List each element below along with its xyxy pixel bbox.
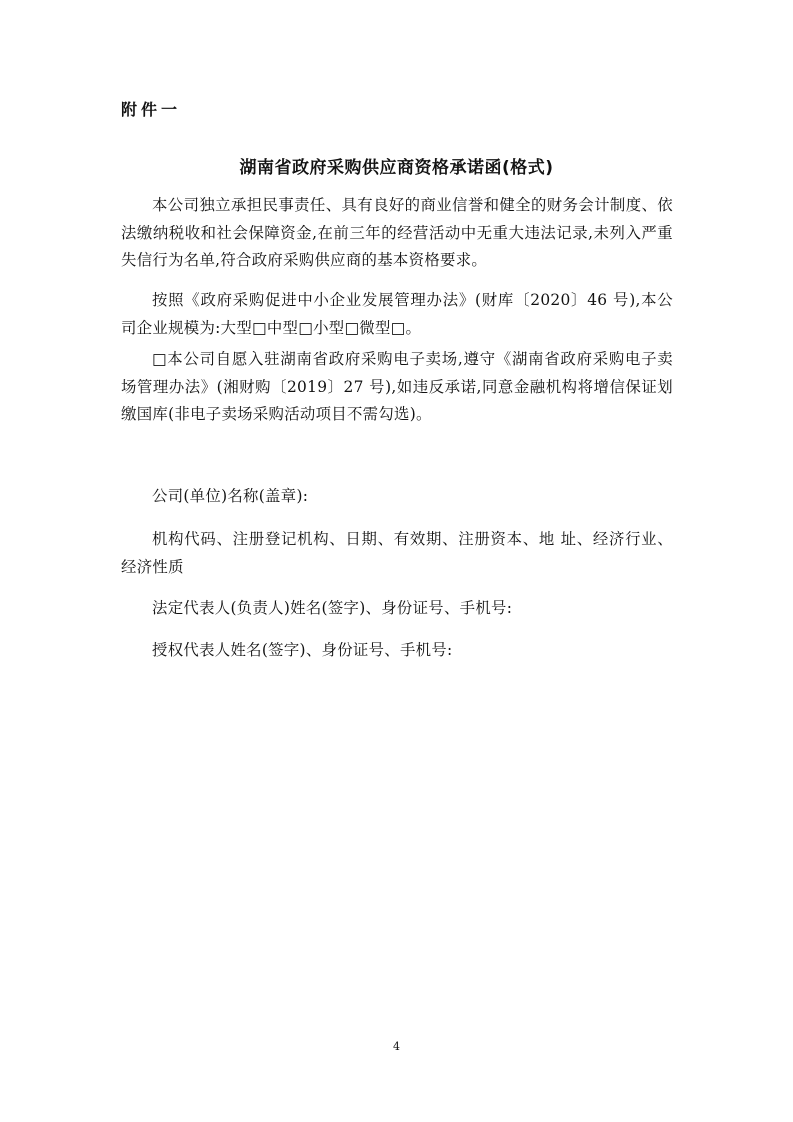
authorized-representative-field-label: 授权代表人姓名(签字)、身份证号、手机号: [152, 641, 453, 659]
legal-representative-field-label: 法定代表人(负责人)姓名(签字)、身份证号、手机号: [152, 599, 513, 617]
page-number: 4 [393, 1040, 400, 1053]
organization-info-field-label: 机构代码、注册登记机构、日期、有效期、注册资本、地 址、经济行业、经济性质 [121, 530, 673, 576]
e-mall-commitment-paragraph: □本公司自愿入驻湖南省政府采购电子卖场,遵守《湖南省政府采购电子卖场管理办法》(湘财购〔2019〕27 号),如违反承诺,同意金融机构将增信保证划缴国库(非电子卖场采购活动项目不需勾选)。 [121, 350, 673, 423]
qualification-statement-paragraph: 本公司独立承担民事责任、具有良好的商业信誉和健全的财务会计制度、依法缴纳税收和社会保障资金,在前三年的经营活动中无重大违法记录,未列入严重失信行为名单,符合政府采购供应商的基本资格要求。 [121, 196, 673, 269]
document-title: 湖南省政府采购供应商资格承诺函(格式) [239, 158, 554, 178]
enterprise-scale-paragraph: 按照《政府采购促进中小企业发展管理办法》(财库〔2020〕46 号),本公司企业规模为:大型□中型□小型□微型□。 [121, 291, 673, 337]
annex-label: 附件一 [121, 100, 182, 119]
company-name-field-label: 公司(单位)名称(盖章): [152, 487, 309, 505]
